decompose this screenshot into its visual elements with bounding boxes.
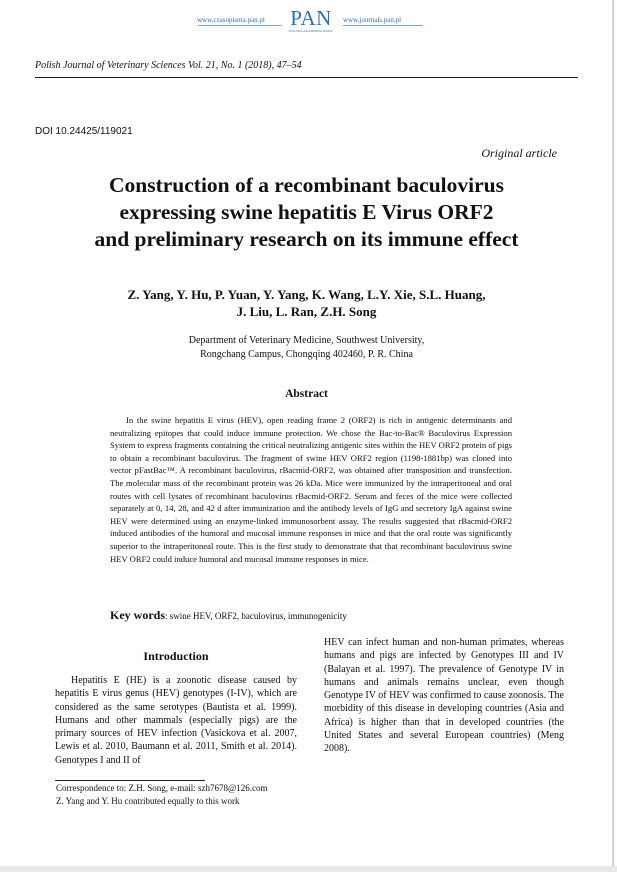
header-url-left[interactable]: www.czasopisma.pan.pl (197, 16, 265, 24)
author-list (35, 286, 578, 320)
title-line: Construction of a recombinant baculovirus (109, 173, 504, 197)
pan-logo (286, 7, 336, 34)
affiliation-line: Rongchang Campus, Chongqing 402460, P. R. China (200, 349, 413, 360)
authors-line: Z. Yang, Y. Hu, P. Yuan, Y. Yang, K. Wang, L.Y. Xie, S.L. Huang, (127, 287, 486, 302)
title-line: and preliminary research on its immune effect (94, 227, 519, 251)
keywords (110, 608, 347, 623)
introduction-heading: Introduction (143, 649, 209, 663)
introduction-right-column: HEV can infect human and non-human primates, whereas humans and pigs are infected by Genotypes III and IV (Balayan et al. 1997). The prevalence of Genotype IV in humans and animals remains unclear, even though Genotype IV of HEV was confirmed to cause zoonosis. The morbidity of this disease in developing countries (Asia and Africa) is higher than that in developed countries (the United States and several European countries) (Meng 2008). (324, 637, 564, 755)
abstract-heading: Abstract (285, 388, 328, 400)
header-url-right[interactable]: www.journals.pan.pl (343, 16, 402, 24)
keywords-label: Key words (110, 608, 165, 622)
abstract-text: In the swine hepatitis E virus (HEV), open reading frame 2 (ORF2) is rich in antigenic determinants and neutralizing epitopes that could induce immune protection. We chose the Bac-to-Bac® Baculovirus Expression System to express fragments containing the critical neutralizing antigenic sites within the HEV ORF2 protein of pigs to obtain a recombinant baculovirus. The fragment of swine HEV ORF2 region (1198-1881bp) was cloned into vector pFastBac™. A recombinant baculovirus, rBacmid-ORF2, was obtained after transposition and transfection. The molecular mass of the recombinant protein was 26 kDa. Mice were immunized by the intraperitoneal and oral routes with cell lysates of recombinant baculovirus rBacmid-ORF2. Serum and feces of the mice were collected separately at 0, 14, 28, and 42 d after immunization and the antibody levels of IgG and secretory IgA against swine HEV were determined using an enzyme-linked immunosorbent assay. The results suggested that rBacmid-ORF2 induced antibodies of the humoral and mucosal immune responses in mice and that the oral route was significantly superior to the intraperitoneal route. This is the first study to demonstrate that that recombinant baculoviruss swine HEV ORF2 could induce humoral and mucosal immune responses in mice. (110, 415, 512, 564)
paper-title (35, 172, 578, 253)
viewer-bottom-band (0, 866, 617, 872)
header-rule-right (343, 25, 423, 26)
affiliation (35, 334, 578, 362)
correspondence-footnote: Correspondence to: Z.H. Song, e-mail: szh7678@126.com (56, 783, 268, 793)
article-type: Original article (481, 146, 557, 160)
page-edge (612, 0, 613, 872)
introduction-left-column: Hepatitis E (HE) is a zoonotic disease caused by hepatitis E virus genus (HEV) genotypes (I-IV), which are considered as the same serotypes (Bautista et al. 1999). Humans and other mammals (especially pigs) are the primary sources of HEV infection (Vasickova et al. 2007, Lewis et al. 2010, Baumann et al. 2011, Smith et al. 2014). Genotypes I and II of (55, 675, 297, 766)
footnote-rule (55, 780, 205, 781)
authors-line: J. Liu, L. Ran, Z.H. Song (236, 304, 377, 319)
affiliation-line: Department of Veterinary Medicine, Southwest University, (188, 335, 425, 346)
logo-subtitle: POLSKA AKADEMIA NAUK (289, 29, 333, 33)
title-line: expressing swine hepatitis E Virus ORF2 (119, 200, 494, 224)
keywords-text: : swine HEV, ORF2, baculovirus, immunogenicity (165, 611, 347, 621)
doi: DOI 10.24425/119021 (35, 126, 133, 137)
journal-citation: Polish Journal of Veterinary Sciences Vol. 21, No. 1 (2018), 47–54 (35, 60, 302, 71)
equal-contribution-footnote: Z. Yang and Y. Hu contributed equally to this work (56, 796, 240, 806)
logo-text: PAN (290, 6, 332, 30)
header-rule-left (198, 25, 282, 26)
journal-rule (35, 77, 578, 78)
